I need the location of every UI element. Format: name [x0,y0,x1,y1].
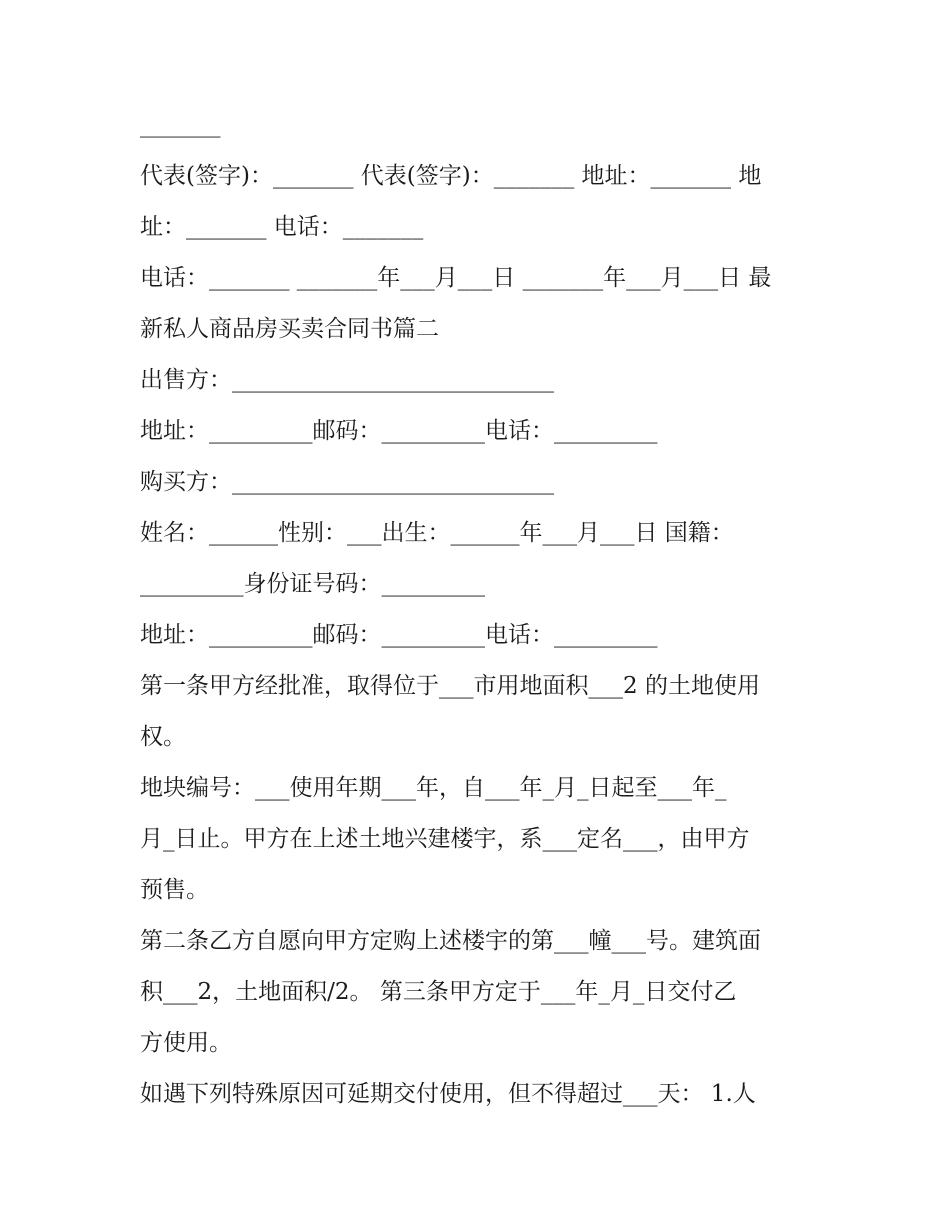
text-line: 地址：_________邮码：_________电话：_________ [140,622,658,648]
document-body [140,100,820,1120]
text-line: 权。 [140,724,186,750]
text-line: 预售。 [140,877,209,903]
text-line: 积___2，土地面积/2。 第三条甲方定于___年_月_日交付乙 [140,979,737,1005]
text-line: 地块编号：___使用年期___年，自___年_月_日起至___年_ [140,775,727,801]
text-line: 第二条乙方自愿向甲方定购上述楼宇的第___幢___号。建筑面 [140,928,761,954]
text-line: _________身份证号码：_________ [140,571,485,597]
text-line: 出售方：____________________________ [140,367,554,393]
text-line: 月_日止。甲方在上述土地兴建楼宇，系___定名___，由甲方 [140,826,750,852]
text-line: 第一条甲方经批准，取得位于___市用地面积___2 的土地使用 [140,673,760,699]
text-line: 方使用。 [140,1030,232,1056]
text-line: 如遇下列特殊原因可延期交付使用，但不得超过___天： 1.人 [140,1081,756,1107]
text-line: _______ [140,112,221,138]
text-line: 购买方：____________________________ [140,469,554,495]
text-line: 地址：_________邮码：_________电话：_________ [140,418,658,444]
section-title: 新私人商品房买卖合同书篇二 [140,316,439,342]
text-line: 址：_______ 电话：_______ [140,214,424,240]
text-line: 电话：_______ _______年___月___日 _______年___月___日 最 [140,265,772,291]
text-line: 姓名：______性别：___出生：______年___月___日 国籍： [140,520,734,546]
text-line: 代表(签字)：_______ 代表(签字)：_______ 地址：_______ 地 [140,163,762,189]
